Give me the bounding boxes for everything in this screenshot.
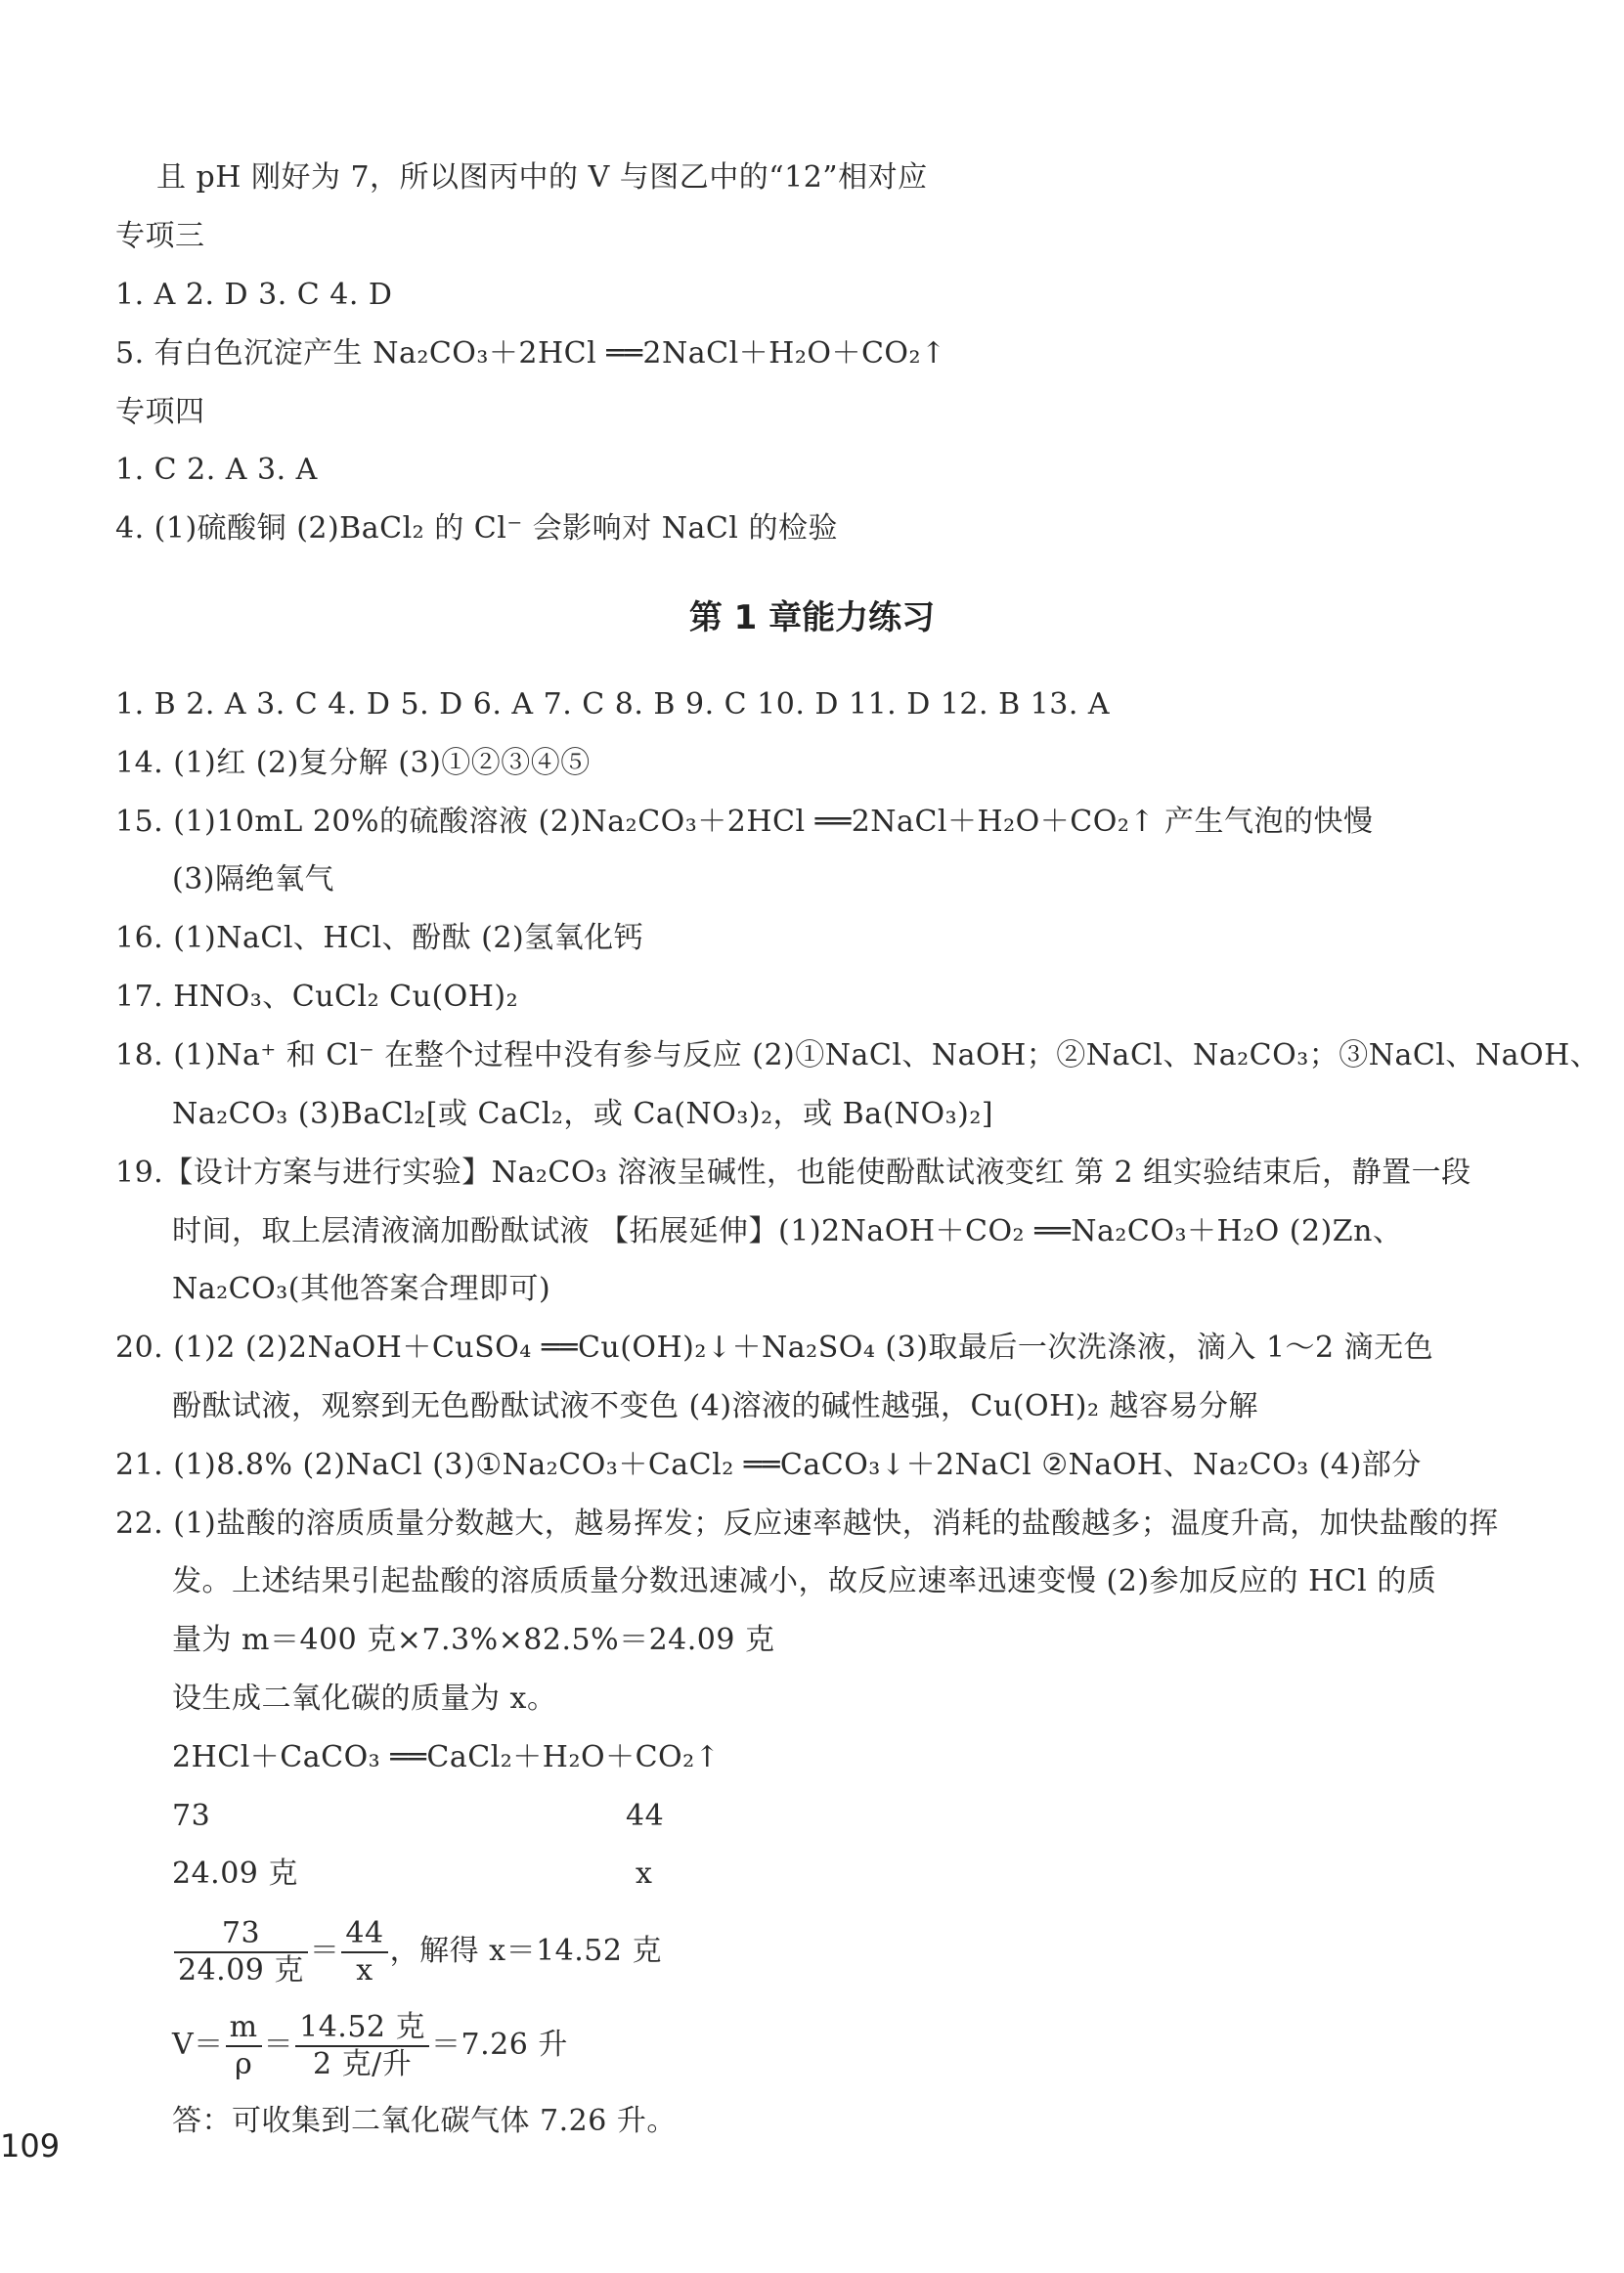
fraction-denominator: ρ bbox=[235, 2047, 253, 2081]
answer-19-cont1: 时间，取上层清液滴加酚酞试液 【拓展延伸】(1)2NaOH＋CO₂ ══Na₂CO₃＋H₂O (2)Zn、 bbox=[172, 1214, 1403, 1248]
fraction-numerator: 14.52 克 bbox=[295, 2010, 429, 2047]
proportion-equation bbox=[172, 1916, 662, 1989]
ratio-left-mass: 73 bbox=[172, 1799, 211, 1833]
answer-17: 17. HNO₃、CuCl₂ Cu(OH)₂ bbox=[115, 980, 519, 1014]
answer-18: 18. (1)Na⁺ 和 Cl⁻ 在整个过程中没有参与反应 (2)①NaCl、NaOH；②NaCl、Na₂CO₃；③NaCl、NaOH、 bbox=[115, 1038, 1601, 1072]
answer-20-cont: 酚酞试液，观察到无色酚酞试液不变色 (4)溶液的碱性越强，Cu(OH)₂ 越容易分解 bbox=[172, 1389, 1259, 1423]
fraction-denominator: 24.09 克 bbox=[178, 1953, 304, 1988]
answer-22-cont2: 量为 m＝400 克×7.3%×82.5%＝24.09 克 bbox=[172, 1623, 775, 1657]
answers-3-q5: 5. 有白色沉淀产生 Na₂CO₃＋2HCl ══2NaCl＋H₂O＋CO₂↑ bbox=[115, 336, 946, 371]
answers-3-mc: 1. A 2. D 3. C 4. D bbox=[115, 278, 393, 312]
answers-4-mc: 1. C 2. A 3. A bbox=[115, 453, 318, 487]
section-heading-4: 专项四 bbox=[115, 395, 205, 429]
volume-symbol: V＝ bbox=[172, 2028, 224, 2062]
answer-22: 22. (1)盐酸的溶质质量分数越大，越易挥发；反应速率越快，消耗的盐酸越多；温度升高，加快盐酸的挥 bbox=[115, 1507, 1499, 1541]
answer-21: 21. (1)8.8% (2)NaCl (3)①Na₂CO₃＋CaCl₂ ══CaCO₃↓＋2NaCl ②NaOH、Na₂CO₃ (4)部分 bbox=[115, 1448, 1422, 1482]
equals-sign: ＝ bbox=[309, 1934, 340, 1968]
answer-20: 20. (1)2 (2)2NaOH＋CuSO₄ ══Cu(OH)₂↓＋Na₂SO₄ (3)取最后一次洗涤液，滴入 1～2 滴无色 bbox=[115, 1331, 1434, 1365]
answers-ch1-mc: 1. B 2. A 3. C 4. D 5. D 6. A 7. C 8. B 9. C 10. D 11. D 12. B 13. A bbox=[115, 687, 1111, 721]
answer-16: 16. (1)NaCl、HCl、酚酞 (2)氢氧化钙 bbox=[115, 921, 644, 955]
answer-15-cont: (3)隔绝氧气 bbox=[172, 862, 334, 896]
solution-text: ，解得 x＝14.52 克 bbox=[389, 1934, 662, 1968]
ratio-right-mass: 44 bbox=[626, 1799, 665, 1833]
fraction-denominator: x bbox=[356, 1953, 373, 1988]
answer-22-cont1: 发。上述结果引起盐酸的溶质质量分数迅速减小，故反应速率迅速变慢 (2)参加反应的 HCl 的质 bbox=[172, 1564, 1437, 1598]
equals-sign: ＝ bbox=[263, 2028, 294, 2062]
answer-14: 14. (1)红 (2)复分解 (3)①②③④⑤ bbox=[115, 746, 591, 780]
fraction bbox=[341, 1916, 387, 1989]
volume-result: ＝7.26 升 bbox=[431, 2028, 568, 2062]
answers-4-q4: 4. (1)硫酸铜 (2)BaCl₂ 的 Cl⁻ 会影响对 NaCl 的检验 bbox=[115, 511, 838, 546]
volume-equation bbox=[172, 2010, 568, 2082]
text-line-ph-note: 且 pH 刚好为 7，所以图丙中的 V 与图乙中的“12”相对应 bbox=[156, 160, 928, 195]
answer-19-cont2: Na₂CO₃(其他答案合理即可) bbox=[172, 1272, 551, 1306]
final-answer: 答：可收集到二氧化碳气体 7.26 升。 bbox=[172, 2104, 677, 2138]
fraction bbox=[174, 1916, 308, 1989]
answer-19: 19.【设计方案与进行实验】Na₂CO₃ 溶液呈碱性，也能使酚酞试液变红 第 2 组实验结束后，静置一段 bbox=[115, 1156, 1471, 1190]
ratio-right-value: x bbox=[636, 1857, 653, 1891]
answer-15: 15. (1)10mL 20%的硫酸溶液 (2)Na₂CO₃＋2HCl ══2NaCl＋H₂O＋CO₂↑ 产生气泡的快慢 bbox=[115, 805, 1374, 839]
page-number: 109 bbox=[0, 2127, 61, 2164]
answer-18-cont: Na₂CO₃ (3)BaCl₂[或 CaCl₂，或 Ca(NO₃)₂，或 Ba(NO₃)₂] bbox=[172, 1097, 994, 1131]
fraction bbox=[295, 2010, 429, 2082]
answer-22-equation: 2HCl＋CaCO₃ ══CaCl₂＋H₂O＋CO₂↑ bbox=[172, 1740, 721, 1774]
fraction-numerator: m bbox=[226, 2010, 262, 2047]
fraction-numerator: 73 bbox=[174, 1916, 308, 1953]
fraction-numerator: 44 bbox=[341, 1916, 387, 1953]
section-heading-3: 专项三 bbox=[115, 219, 205, 253]
ratio-left-value: 24.09 克 bbox=[172, 1857, 298, 1891]
fraction-denominator: 2 克/升 bbox=[312, 2047, 413, 2081]
fraction bbox=[226, 2010, 262, 2082]
answer-22-setup: 设生成二氧化碳的质量为 x。 bbox=[172, 1682, 557, 1716]
chapter-title: 第 1 章能力练习 bbox=[688, 598, 936, 637]
